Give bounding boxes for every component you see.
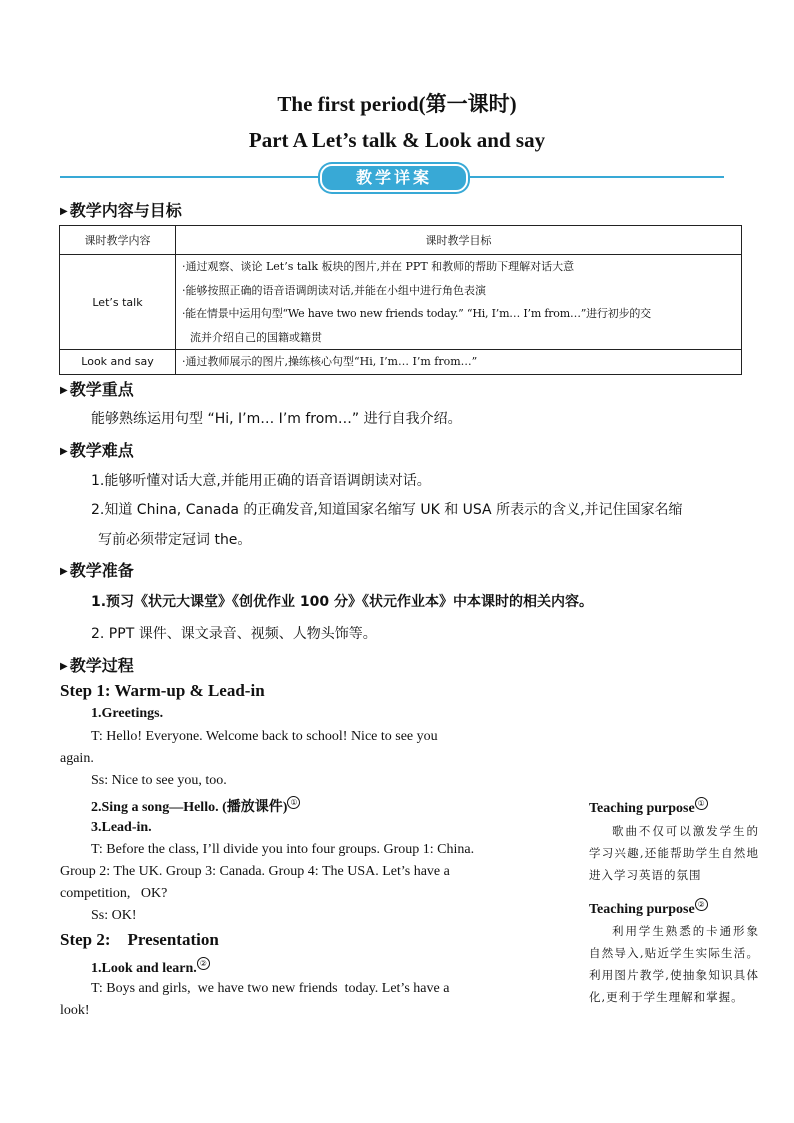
section-heading-key-points: ▶ 教学重点 <box>60 380 134 399</box>
goals-table <box>59 225 742 375</box>
table-header-cell: 课时教学目标 <box>176 226 742 255</box>
table-cell-goals <box>176 255 742 350</box>
section-heading-content-goals: ▶ 教学内容与目标 <box>60 201 182 220</box>
table-header-row <box>60 226 742 255</box>
greetings-title: 1.Greetings. <box>91 706 164 721</box>
goal-line: ·通过教师展示的图片,操练核心句型“Hi, I’m… I’m from…” <box>182 355 478 368</box>
triangle-bullet-icon: ▶ <box>60 661 68 672</box>
difficulties-line: 写前必须带定冠词 the。 <box>98 532 252 548</box>
dialogue-line: Ss: OK! <box>91 908 137 923</box>
dialogue-line: again. <box>60 751 94 766</box>
dialogue-line: T: Boys and girls, we have two new friends today. Let’s have a <box>91 981 450 996</box>
side-note-text: 歌曲不仅可以激发学生的学习兴趣,还能帮助学生自然地进入学习英语的氛围 <box>589 824 759 882</box>
table-cell-content: Let’s talk <box>60 255 176 350</box>
side-note-title: Teaching purpose ① <box>589 797 708 817</box>
table-row <box>60 350 742 375</box>
triangle-bullet-icon: ▶ <box>60 206 68 217</box>
key-points-text: 能够熟练运用句型 “Hi, I’m… I’m from…” 进行自我介绍。 <box>91 411 462 427</box>
footnote-mark: ② <box>695 898 708 911</box>
section-heading-preparation: ▶ 教学准备 <box>60 561 134 580</box>
footnote-mark: ① <box>287 796 300 809</box>
page-title: The first period(第一课时) <box>277 92 517 116</box>
dialogue-line: T: Hello! Everyone. Welcome back to school! Nice to see you <box>91 729 438 744</box>
difficulties-line: 1.能够听懂对话大意,并能用正确的语音语调朗读对话。 <box>91 473 431 489</box>
difficulties-line: 2.知道 China, Canada 的正确发音,知道国家名缩写 UK 和 USA 所表示的含义,并记住国家名缩 <box>91 502 683 518</box>
table-row <box>60 255 742 350</box>
table-cell-content: Look and say <box>60 350 176 375</box>
step-1-title: Step 1: Warm-up & Lead-in <box>60 681 265 700</box>
goal-line: ·能在情景中运用句型“We have two new friends today.” “Hi, I’m… I’m from…”进行初步的交 <box>182 307 651 320</box>
dialogue-line: competition, OK? <box>60 886 168 901</box>
preparation-line: 1.预习《状元大课堂》《创优作业 100 分》《状元作业本》中本课时的相关内容。 <box>91 594 594 610</box>
table-cell-goals <box>176 350 742 375</box>
banner-label: 教学详案 <box>320 164 468 192</box>
triangle-bullet-icon: ▶ <box>60 566 68 577</box>
dialogue-line: Ss: Nice to see you, too. <box>91 773 227 788</box>
footnote-mark: ② <box>197 957 210 970</box>
section-heading-difficulties: ▶ 教学难点 <box>60 441 134 460</box>
dialogue-line: Group 2: The UK. Group 3: Canada. Group 4: The USA. Let’s have a <box>60 864 450 879</box>
side-note-text: 利用学生熟悉的卡通形象自然导入,贴近学生实际生活。利用图片教学,使抽象知识具体化,更利于学生理解和掌握。 <box>589 924 759 1004</box>
goal-line: ·能够按照正确的语音语调朗读对话,并能在小组中进行角色表演 <box>182 283 486 297</box>
triangle-bullet-icon: ▶ <box>60 385 68 396</box>
triangle-bullet-icon: ▶ <box>60 446 68 457</box>
song-title: 2.Sing a song—Hello. (播放课件) ① <box>91 796 300 816</box>
footnote-mark: ① <box>695 797 708 810</box>
look-learn-title: 1.Look and learn. ② <box>91 957 210 977</box>
dialogue-line: look! <box>60 1003 90 1018</box>
goal-line: 流并介绍自己的国籍或籍贯 <box>190 330 322 344</box>
leadin-title: 3.Lead-in. <box>91 820 152 835</box>
goal-line: ·通过观察、谈论 Let’s talk 板块的图片,并在 PPT 和教师的帮助下理解对话大意 <box>182 260 575 273</box>
page-subtitle: Part A Let’s talk & Look and say <box>248 128 546 152</box>
table-header-cell: 课时教学内容 <box>60 226 176 255</box>
step-2-title: Step 2: Presentation <box>60 930 219 949</box>
side-note-title: Teaching purpose ② <box>589 898 708 918</box>
preparation-line: 2. PPT 课件、课文录音、视频、人物头饰等。 <box>91 626 377 642</box>
section-heading-process: ▶ 教学过程 <box>60 656 134 675</box>
dialogue-line: T: Before the class, I’ll divide you into four groups. Group 1: China. <box>91 842 475 857</box>
